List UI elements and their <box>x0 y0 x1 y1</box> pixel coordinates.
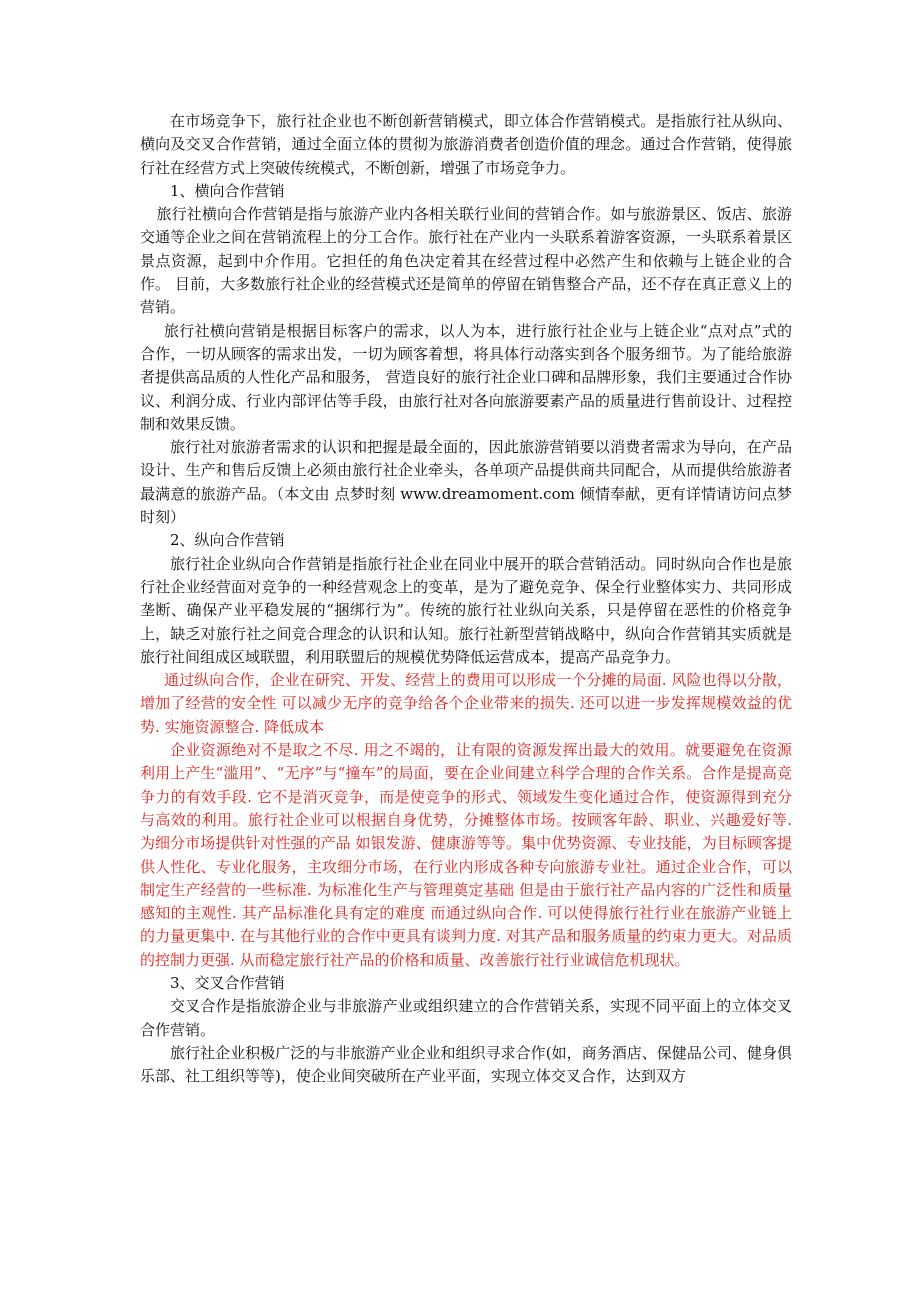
horizontal-paragraph-2: 旅行社横向营销是根据目标客户的需求，以人为本，进行旅行社企业与上链企业“点对点”式的合作，一切从顾客的需求出发，一切为顾客着想，将具体行动落实到各个服务细节。为了能给旅游者提供高品质的人性化产品和服务， 营造良好的旅行社企业口碑和品牌形象，我们主要通过合作协议、利润分成、行业内部评估等手段，由旅行社对各向旅游要素产品的质量进行售前设计、过程控制和效果反馈。 <box>140 321 792 433</box>
vertical-paragraph-red-2: 企业资源绝对不是取之不尽. 用之不竭的，让有限的资源发挥出最大的效用。就要避免在资源利用上产生“滥用”、“无序”与“撞车”的局面，要在企业间建立科学合理的合作关系。合作是提高竞争力的有效手段. 它不是消灭竞争，而是使竞争的形式、领域发生变化通过合作，使资源得到充分与高效的利用。旅行社企业可以根据自身优势，分摊整体市场。按顾客年龄、职业、兴趣爱好等. 为细分市场提供针对性强的产品 如银发游、健康游等等。集中优势资源、专业技能，为目标顾客提供人性化、专业化服务，主攻细分市场，在行业内形成各种专向旅游专业社。通过企业合作，可以制定生产经营的一些标准. 为标准化生产与管理奠定基础 但是由于旅行社产品内容的广泛性和质量感知的主观性. 其产品标准化具有定的难度 而通过纵向合作. 可以使得旅行社行业在旅游产业链上的力量更集中. 在与其他行业的合作中更具有谈判力度. 对其产品和服务质量的约束力更大。对品质的控制力更强. 从而稳定旅行社产品的价格和质量、改善旅行社行业诚信危机现状。 <box>140 741 792 969</box>
intro-paragraph: 在市场竞争下，旅行社企业也不断创新营销模式，即立体合作营销模式。是指旅行社从纵向、横向及交叉合作营销，通过全面立体的贯彻为旅游消费者创造价值的理念。通过合作营销，使得旅行社在经营方式上突破传统模式，不断创新，增强了市场竞争力。 <box>140 112 792 177</box>
section-heading-horizontal: 1、横向合作营销 <box>170 181 285 200</box>
cross-paragraph-1: 交叉合作是指旅游企业与非旅游产业或组织建立的合作营销关系，实现不同平面上的立体交叉合作营销。 <box>140 997 792 1039</box>
cross-paragraph-2: 旅行社企业积极广泛的与非旅游产业企业和组织寻求合作(如，商务酒店、保健品公司、健身俱乐部、社工组织等等)，使企业间突破所在产业平面，实现立体交叉合作，达到双方 <box>140 1043 792 1086</box>
horizontal-paragraph-3: 旅行社对旅游者需求的认识和把握是最全面的，因此旅游营销要以消费者需求为导向，在产品设计、生产和售后反馈上必须由旅行社企业牵头，各单项产品提供商共同配合，从而提供给旅游者最满意的旅游产品。（本文由 点梦时刻 www.dreamoment.com 倾情奉献，更有详情请访问点梦时刻） <box>140 438 792 527</box>
vertical-paragraph-red-1: 通过纵向合作，企业在研究、开发、经营上的费用可以形成一个分摊的局面. 风险也得以分散，增加了经营的安全性 可以减少无序的竞争给各个企业带来的损失. 还可以进一步发挥规模效益的优势. 实施资源整合. 降低成本 <box>140 671 792 736</box>
document-body <box>140 110 792 1088</box>
vertical-paragraph-1: 旅行社企业纵向合作营销是指旅行社企业在同业中展开的联合营销活动。同时纵向合作也是旅行社企业经营面对竞争的一种经营观念上的变革，是为了避免竞争、保全行业整体实力、共同形成垄断、确保产业平稳发展的“捆绑行为”。传统的旅行社业纵向关系，只是停留在恶性的价格竞争上，缺乏对旅行社之间竞合理念的认识和认知。旅行社新型营销战略中，纵向合作营销其实质就是旅行社间组成区域联盟，利用联盟后的规模优势降低运营成本，提高产品竞争力。 <box>140 554 792 666</box>
horizontal-paragraph-1: 旅行社横向合作营销是指与旅游产业内各相关联行业间的营销合作。如与旅游景区、饭店、旅游交通等企业之间在营销流程上的分工合作。旅行社在产业内一头联系着游客资源，一头联系着景区景点资源，起到中介作用。它担任的角色决定着其在经营过程中必然产生和依赖与上链企业的合作。 目前，大多数旅行社企业的经营模式还是简单的停留在销售整合产品，还不存在真正意义上的营销。 <box>140 205 792 317</box>
section-heading-cross: 3、交叉合作营销 <box>170 973 285 992</box>
section-heading-vertical: 2、纵向合作营销 <box>170 531 285 550</box>
